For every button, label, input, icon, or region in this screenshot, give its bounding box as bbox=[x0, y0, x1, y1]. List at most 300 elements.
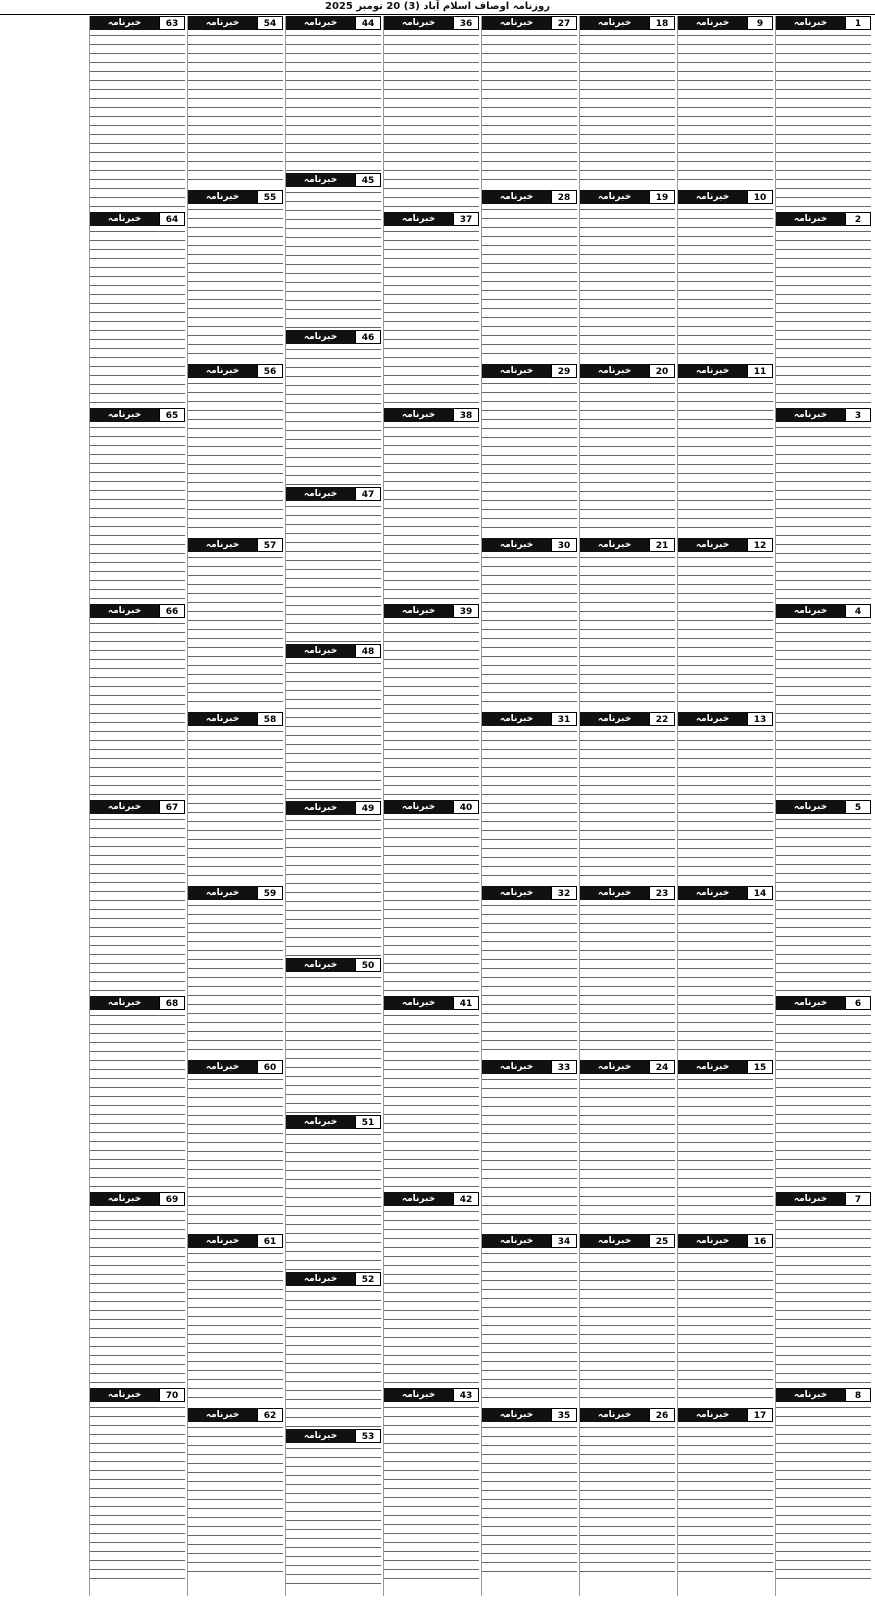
news-item-body bbox=[678, 726, 773, 884]
news-item-label: خبرنامہ bbox=[205, 1236, 240, 1246]
news-item-header bbox=[90, 16, 185, 30]
news-item-header bbox=[482, 1234, 577, 1248]
news-item bbox=[90, 212, 185, 406]
news-item-label: خبرنامہ bbox=[499, 540, 534, 550]
news-item-body bbox=[286, 501, 381, 642]
news-item bbox=[678, 712, 773, 884]
news-item-body bbox=[482, 378, 577, 536]
news-item bbox=[384, 604, 479, 798]
news-item-label: خبرنامہ bbox=[401, 1194, 436, 1204]
news-item-number: 67 bbox=[159, 800, 185, 814]
news-item-body bbox=[776, 618, 871, 798]
news-item bbox=[286, 1429, 381, 1584]
news-item-label: خبرنامہ bbox=[107, 18, 142, 28]
news-item-label: خبرنامہ bbox=[597, 714, 632, 724]
news-item-header bbox=[286, 801, 381, 815]
news-item-label: خبرنامہ bbox=[303, 803, 338, 813]
news-item-body bbox=[286, 658, 381, 799]
news-item-number: 20 bbox=[649, 364, 675, 378]
news-item-header bbox=[286, 958, 381, 972]
news-item-label: خبرنامہ bbox=[205, 366, 240, 376]
news-item-body bbox=[776, 1206, 871, 1386]
news-item-number: 16 bbox=[747, 1234, 773, 1248]
news-item bbox=[678, 190, 773, 362]
news-item bbox=[90, 996, 185, 1190]
news-item-label: خبرنامہ bbox=[107, 410, 142, 420]
news-item-number: 47 bbox=[355, 487, 381, 501]
news-item-header bbox=[678, 712, 773, 726]
news-item-header bbox=[580, 1408, 675, 1422]
news-item-number: 65 bbox=[159, 408, 185, 422]
news-item-label: خبرنامہ bbox=[205, 18, 240, 28]
news-item bbox=[286, 173, 381, 328]
news-item bbox=[188, 1408, 283, 1580]
news-item-label: خبرنامہ bbox=[303, 960, 338, 970]
news-item-label: خبرنامہ bbox=[793, 410, 828, 420]
news-item bbox=[776, 1388, 871, 1582]
news-item-body bbox=[678, 30, 773, 188]
news-item-body bbox=[188, 30, 283, 188]
news-item bbox=[580, 1234, 675, 1406]
news-item-label: خبرنامہ bbox=[695, 714, 730, 724]
news-item-header bbox=[384, 800, 479, 814]
news-item-label: خبرنامہ bbox=[597, 540, 632, 550]
news-item bbox=[188, 364, 283, 536]
news-item-number: 44 bbox=[355, 16, 381, 30]
news-item-header bbox=[580, 1060, 675, 1074]
news-column bbox=[89, 16, 185, 1596]
news-item-number: 33 bbox=[551, 1060, 577, 1074]
news-item bbox=[90, 408, 185, 602]
news-item-number: 18 bbox=[649, 16, 675, 30]
news-item-number: 38 bbox=[453, 408, 479, 422]
news-item bbox=[188, 1234, 283, 1406]
news-item-header bbox=[188, 538, 283, 552]
news-item-body bbox=[384, 618, 479, 798]
news-item-header bbox=[580, 364, 675, 378]
news-item-number: 40 bbox=[453, 800, 479, 814]
news-item bbox=[580, 886, 675, 1058]
news-item-body bbox=[384, 226, 479, 406]
news-item-number: 9 bbox=[747, 16, 773, 30]
news-item-header bbox=[776, 996, 871, 1010]
news-item-label: خبرنامہ bbox=[695, 192, 730, 202]
news-item-header bbox=[678, 190, 773, 204]
news-item bbox=[384, 1192, 479, 1386]
news-item-label: خبرنامہ bbox=[695, 1062, 730, 1072]
news-item-body bbox=[580, 378, 675, 536]
news-item-body bbox=[580, 1074, 675, 1232]
news-item-label: خبرنامہ bbox=[793, 802, 828, 812]
news-item-number: 23 bbox=[649, 886, 675, 900]
news-item bbox=[580, 1408, 675, 1580]
news-item-header bbox=[188, 712, 283, 726]
news-item-label: خبرنامہ bbox=[499, 714, 534, 724]
news-item-body bbox=[286, 815, 381, 956]
news-item-label: خبرنامہ bbox=[107, 1390, 142, 1400]
news-item-label: خبرنامہ bbox=[401, 18, 436, 28]
news-item-label: خبرنامہ bbox=[303, 489, 338, 499]
news-item-body bbox=[482, 552, 577, 710]
news-item-header bbox=[678, 886, 773, 900]
news-item-label: خبرنامہ bbox=[793, 214, 828, 224]
news-item bbox=[776, 212, 871, 406]
news-item-number: 66 bbox=[159, 604, 185, 618]
news-item-number: 17 bbox=[747, 1408, 773, 1422]
news-item-number: 45 bbox=[355, 173, 381, 187]
news-item-body bbox=[678, 1074, 773, 1232]
news-item bbox=[776, 800, 871, 994]
news-item-number: 43 bbox=[453, 1388, 479, 1402]
news-item-header bbox=[188, 1060, 283, 1074]
news-item-label: خبرنامہ bbox=[499, 192, 534, 202]
news-item-label: خبرنامہ bbox=[499, 888, 534, 898]
news-item-header bbox=[90, 1388, 185, 1402]
news-item-number: 27 bbox=[551, 16, 577, 30]
news-item bbox=[580, 1060, 675, 1232]
news-item-body bbox=[580, 1248, 675, 1406]
news-item-label: خبرنامہ bbox=[107, 998, 142, 1008]
news-item-body bbox=[678, 378, 773, 536]
news-item-header bbox=[580, 712, 675, 726]
news-item-body bbox=[90, 1402, 185, 1582]
news-item-number: 46 bbox=[355, 330, 381, 344]
news-item bbox=[482, 364, 577, 536]
news-item bbox=[580, 16, 675, 188]
news-item-header bbox=[776, 604, 871, 618]
news-item-header bbox=[90, 604, 185, 618]
news-item-label: خبرنامہ bbox=[597, 18, 632, 28]
news-item-number: 51 bbox=[355, 1115, 381, 1129]
news-item bbox=[188, 16, 283, 188]
news-item-header bbox=[90, 408, 185, 422]
news-item bbox=[286, 644, 381, 799]
news-item-body bbox=[482, 204, 577, 362]
news-item-body bbox=[384, 1206, 479, 1386]
news-item bbox=[678, 16, 773, 188]
news-item-header bbox=[286, 330, 381, 344]
news-item-label: خبرنامہ bbox=[401, 802, 436, 812]
news-item-label: خبرنامہ bbox=[597, 1062, 632, 1072]
news-item-label: خبرنامہ bbox=[107, 606, 142, 616]
news-item-number: 5 bbox=[845, 800, 871, 814]
news-item-number: 68 bbox=[159, 996, 185, 1010]
news-item-number: 39 bbox=[453, 604, 479, 618]
news-item-header bbox=[90, 1192, 185, 1206]
news-item-number: 35 bbox=[551, 1408, 577, 1422]
news-item-label: خبرنامہ bbox=[793, 1390, 828, 1400]
news-item-number: 62 bbox=[257, 1408, 283, 1422]
news-item-number: 29 bbox=[551, 364, 577, 378]
news-item-number: 59 bbox=[257, 886, 283, 900]
news-item bbox=[188, 190, 283, 362]
news-item-body bbox=[776, 1402, 871, 1582]
news-item-label: خبرنامہ bbox=[303, 175, 338, 185]
news-item-body bbox=[580, 204, 675, 362]
news-item-number: 30 bbox=[551, 538, 577, 552]
news-item-label: خبرنامہ bbox=[793, 606, 828, 616]
news-item bbox=[678, 364, 773, 536]
news-item-label: خبرنامہ bbox=[205, 714, 240, 724]
news-item-body bbox=[580, 1422, 675, 1580]
news-item bbox=[678, 538, 773, 710]
news-item-header bbox=[286, 644, 381, 658]
news-item-header bbox=[678, 364, 773, 378]
news-item-header bbox=[286, 173, 381, 187]
news-item bbox=[90, 1192, 185, 1386]
news-item bbox=[188, 538, 283, 710]
news-item-header bbox=[482, 1408, 577, 1422]
news-item-number: 12 bbox=[747, 538, 773, 552]
news-item-number: 37 bbox=[453, 212, 479, 226]
news-item-number: 24 bbox=[649, 1060, 675, 1074]
news-item bbox=[384, 408, 479, 602]
news-item-header bbox=[580, 1234, 675, 1248]
news-item-number: 28 bbox=[551, 190, 577, 204]
news-item bbox=[482, 1408, 577, 1580]
news-item-number: 7 bbox=[845, 1192, 871, 1206]
news-item-number: 58 bbox=[257, 712, 283, 726]
news-item-number: 54 bbox=[257, 16, 283, 30]
news-item-header bbox=[678, 1060, 773, 1074]
news-item-body bbox=[678, 552, 773, 710]
news-item bbox=[286, 958, 381, 1113]
news-item-label: خبرنامہ bbox=[303, 1117, 338, 1127]
news-item-label: خبرنامہ bbox=[401, 410, 436, 420]
news-item bbox=[678, 1234, 773, 1406]
news-item-number: 49 bbox=[355, 801, 381, 815]
news-item-label: خبرنامہ bbox=[499, 1062, 534, 1072]
news-item-body bbox=[678, 1248, 773, 1406]
news-item bbox=[384, 800, 479, 994]
news-column bbox=[481, 16, 577, 1596]
news-item bbox=[482, 1060, 577, 1232]
news-item-header bbox=[776, 1192, 871, 1206]
news-column bbox=[677, 16, 773, 1596]
news-item-body bbox=[482, 900, 577, 1058]
news-item-number: 63 bbox=[159, 16, 185, 30]
news-item bbox=[90, 16, 185, 210]
news-item-body bbox=[384, 422, 479, 602]
news-item-number: 64 bbox=[159, 212, 185, 226]
news-item-body bbox=[286, 187, 381, 328]
news-item-label: خبرنامہ bbox=[205, 540, 240, 550]
news-item bbox=[776, 1192, 871, 1386]
news-item-header bbox=[188, 886, 283, 900]
news-item-number: 60 bbox=[257, 1060, 283, 1074]
news-item-header bbox=[188, 190, 283, 204]
news-item bbox=[188, 886, 283, 1058]
news-item-header bbox=[188, 364, 283, 378]
news-item-label: خبرنامہ bbox=[597, 366, 632, 376]
news-item-body bbox=[482, 726, 577, 884]
news-item-header bbox=[188, 1234, 283, 1248]
news-item-header bbox=[286, 1429, 381, 1443]
news-item-body bbox=[580, 552, 675, 710]
news-item bbox=[384, 16, 479, 210]
news-item-number: 6 bbox=[845, 996, 871, 1010]
news-item-label: خبرنامہ bbox=[597, 888, 632, 898]
news-item-body bbox=[580, 900, 675, 1058]
news-item bbox=[580, 190, 675, 362]
news-item-number: 36 bbox=[453, 16, 479, 30]
news-item-header bbox=[384, 212, 479, 226]
news-item-label: خبرنامہ bbox=[303, 18, 338, 28]
news-item bbox=[90, 604, 185, 798]
news-item-label: خبرنامہ bbox=[401, 214, 436, 224]
news-item-header bbox=[678, 1234, 773, 1248]
news-item-header bbox=[90, 212, 185, 226]
news-item-body bbox=[90, 226, 185, 406]
news-item-number: 42 bbox=[453, 1192, 479, 1206]
news-item-header bbox=[482, 16, 577, 30]
news-item-number: 50 bbox=[355, 958, 381, 972]
news-item-label: خبرنامہ bbox=[107, 214, 142, 224]
news-item-header bbox=[776, 16, 871, 30]
news-item-body bbox=[384, 30, 479, 210]
news-item-label: خبرنامہ bbox=[107, 1194, 142, 1204]
news-item-number: 56 bbox=[257, 364, 283, 378]
news-item-label: خبرنامہ bbox=[695, 888, 730, 898]
news-item-body bbox=[90, 1010, 185, 1190]
news-item bbox=[286, 1115, 381, 1270]
news-item-label: خبرنامہ bbox=[695, 18, 730, 28]
news-item-body bbox=[286, 30, 381, 171]
news-item-number: 10 bbox=[747, 190, 773, 204]
news-item-label: خبرنامہ bbox=[303, 646, 338, 656]
news-item-header bbox=[90, 996, 185, 1010]
news-item bbox=[482, 538, 577, 710]
news-item-label: خبرنامہ bbox=[793, 1194, 828, 1204]
news-item-body bbox=[188, 900, 283, 1058]
news-columns bbox=[4, 16, 871, 1596]
news-item bbox=[482, 886, 577, 1058]
news-item-body bbox=[188, 726, 283, 884]
news-item-header bbox=[384, 16, 479, 30]
news-item bbox=[286, 487, 381, 642]
news-item-header bbox=[678, 538, 773, 552]
news-item-body bbox=[678, 1422, 773, 1580]
news-item-body bbox=[776, 422, 871, 602]
news-item bbox=[482, 190, 577, 362]
news-item-label: خبرنامہ bbox=[695, 1410, 730, 1420]
news-item-label: خبرنامہ bbox=[793, 998, 828, 1008]
news-item-label: خبرنامہ bbox=[499, 366, 534, 376]
news-item-header bbox=[580, 16, 675, 30]
news-item-body bbox=[188, 1422, 283, 1580]
news-item-label: خبرنامہ bbox=[205, 888, 240, 898]
news-item bbox=[482, 16, 577, 188]
news-item-header bbox=[286, 487, 381, 501]
news-item-header bbox=[384, 1388, 479, 1402]
news-item bbox=[776, 408, 871, 602]
news-item-body bbox=[188, 1248, 283, 1406]
news-item-header bbox=[580, 190, 675, 204]
news-item-header bbox=[90, 800, 185, 814]
news-item bbox=[776, 996, 871, 1190]
news-item-header bbox=[384, 1192, 479, 1206]
news-item-label: خبرنامہ bbox=[499, 18, 534, 28]
news-item-label: خبرنامہ bbox=[303, 332, 338, 342]
news-item-label: خبرنامہ bbox=[401, 998, 436, 1008]
news-item-body bbox=[482, 1248, 577, 1406]
news-item-header bbox=[678, 1408, 773, 1422]
news-item-number: 1 bbox=[845, 16, 871, 30]
news-item bbox=[90, 800, 185, 994]
news-item-header bbox=[286, 16, 381, 30]
masthead: روزنامہ اوصاف اسلام آباد (3) 20 نومبر 2025 bbox=[0, 0, 875, 15]
news-item-label: خبرنامہ bbox=[303, 1431, 338, 1441]
news-item-label: خبرنامہ bbox=[205, 1062, 240, 1072]
news-item-body bbox=[286, 344, 381, 485]
news-item-label: خبرنامہ bbox=[793, 18, 828, 28]
news-item-body bbox=[286, 1286, 381, 1427]
news-item-header bbox=[776, 1388, 871, 1402]
news-item-body bbox=[482, 1422, 577, 1580]
news-item-header bbox=[678, 16, 773, 30]
news-item-label: خبرنامہ bbox=[205, 1410, 240, 1420]
news-item-header bbox=[286, 1272, 381, 1286]
news-item bbox=[286, 16, 381, 171]
news-item-body bbox=[286, 1443, 381, 1584]
news-item-header bbox=[776, 212, 871, 226]
news-item-body bbox=[384, 814, 479, 994]
news-item-number: 52 bbox=[355, 1272, 381, 1286]
news-item-number: 15 bbox=[747, 1060, 773, 1074]
news-item-body bbox=[776, 1010, 871, 1190]
news-column bbox=[187, 16, 283, 1596]
news-item-body bbox=[678, 900, 773, 1058]
news-item-body bbox=[482, 30, 577, 188]
news-item-body bbox=[776, 814, 871, 994]
news-item-label: خبرنامہ bbox=[597, 1236, 632, 1246]
news-item-label: خبرنامہ bbox=[205, 192, 240, 202]
news-item-number: 57 bbox=[257, 538, 283, 552]
news-item-number: 14 bbox=[747, 886, 773, 900]
news-item-number: 53 bbox=[355, 1429, 381, 1443]
news-item-number: 61 bbox=[257, 1234, 283, 1248]
news-item-body bbox=[188, 552, 283, 710]
news-item-header bbox=[286, 1115, 381, 1129]
news-item-body bbox=[384, 1010, 479, 1190]
news-item-label: خبرنامہ bbox=[695, 366, 730, 376]
news-item-number: 21 bbox=[649, 538, 675, 552]
news-item-number: 8 bbox=[845, 1388, 871, 1402]
news-item-number: 32 bbox=[551, 886, 577, 900]
news-item-body bbox=[776, 30, 871, 210]
news-item-body bbox=[188, 204, 283, 362]
news-item-header bbox=[482, 1060, 577, 1074]
news-item-number: 31 bbox=[551, 712, 577, 726]
news-item-header bbox=[776, 800, 871, 814]
news-item bbox=[678, 1060, 773, 1232]
news-item-header bbox=[482, 886, 577, 900]
news-item-body bbox=[286, 1129, 381, 1270]
news-item-header bbox=[580, 886, 675, 900]
news-item-number: 55 bbox=[257, 190, 283, 204]
news-item bbox=[482, 1234, 577, 1406]
news-item-body bbox=[188, 1074, 283, 1232]
news-item-header bbox=[482, 190, 577, 204]
news-item-body bbox=[188, 378, 283, 536]
news-item-body bbox=[580, 726, 675, 884]
news-item-header bbox=[384, 408, 479, 422]
news-item-body bbox=[90, 814, 185, 994]
news-item bbox=[580, 364, 675, 536]
news-item-label: خبرنامہ bbox=[107, 802, 142, 812]
news-item-label: خبرنامہ bbox=[499, 1236, 534, 1246]
news-item-header bbox=[188, 1408, 283, 1422]
